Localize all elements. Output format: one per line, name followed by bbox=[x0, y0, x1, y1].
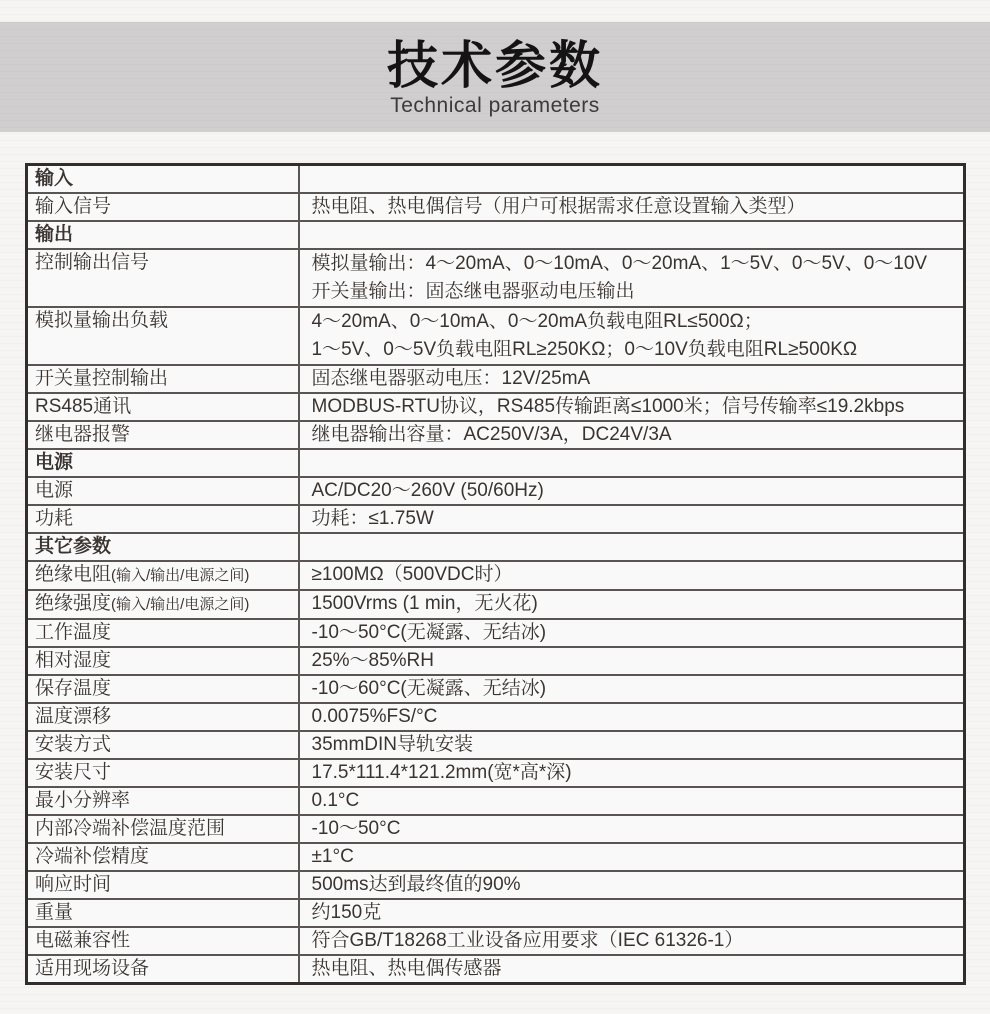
param-label: 响应时间 bbox=[27, 871, 299, 899]
page-title: 技术参数 bbox=[386, 37, 603, 94]
param-value: 500ms达到最终值的90% bbox=[299, 871, 965, 899]
param-label: 电源 bbox=[27, 477, 299, 505]
param-label: 保存温度 bbox=[27, 675, 299, 703]
param-label: 继电器报警 bbox=[27, 421, 299, 449]
table-row bbox=[27, 393, 965, 421]
param-value: 1500Vrms (1 min，无火花) bbox=[299, 590, 965, 619]
param-value: ±1°C bbox=[299, 843, 965, 871]
page-subtitle: Technical parameters bbox=[390, 94, 600, 117]
param-value: 0.0075%FS/°C bbox=[299, 703, 965, 731]
param-label: 电磁兼容性 bbox=[27, 927, 299, 955]
table-row bbox=[27, 675, 965, 703]
param-label: 内部冷端补偿温度范围 bbox=[27, 815, 299, 843]
param-value: ≥100MΩ（500VDC时） bbox=[299, 561, 965, 590]
param-value: -10～50°C(无凝露、无结冰) bbox=[299, 619, 965, 647]
param-value-line: 1～5V、0～5V负载电阻RL≥250KΩ；0～10V负载电阻RL≥500KΩ bbox=[311, 339, 858, 360]
table-row bbox=[27, 843, 965, 871]
param-label: 模拟量输出负载 bbox=[27, 307, 299, 365]
param-value: 符合GB/T18268工业设备应用要求（IEC 61326-1） bbox=[299, 927, 965, 955]
param-label: 工作温度 bbox=[27, 619, 299, 647]
param-label: 安装方式 bbox=[27, 731, 299, 759]
header-banner bbox=[0, 22, 990, 132]
param-value bbox=[299, 307, 965, 365]
param-value: -10～60°C(无凝露、无结冰) bbox=[299, 675, 965, 703]
table-row bbox=[27, 787, 965, 815]
param-label-sub: (输入/输出/电源之间) bbox=[111, 567, 250, 584]
table-row bbox=[27, 365, 965, 393]
table-row bbox=[27, 619, 965, 647]
table-row bbox=[27, 561, 965, 590]
table-row bbox=[27, 647, 965, 675]
table-row bbox=[27, 927, 965, 955]
param-value: 25%～85%RH bbox=[299, 647, 965, 675]
param-value: -10～50°C bbox=[299, 815, 965, 843]
param-label: 温度漂移 bbox=[27, 703, 299, 731]
param-label: 适用现场设备 bbox=[27, 955, 299, 984]
param-value: 约150克 bbox=[299, 899, 965, 927]
param-value: 热电阻、热电偶信号（用户可根据需求任意设置输入类型） bbox=[299, 193, 965, 221]
param-label: 安装尺寸 bbox=[27, 759, 299, 787]
table-row bbox=[27, 249, 965, 307]
param-label: 输入信号 bbox=[27, 193, 299, 221]
table-row bbox=[27, 307, 965, 365]
table-row bbox=[27, 731, 965, 759]
param-label-sub: (输入/输出/电源之间) bbox=[111, 596, 250, 613]
table-row bbox=[27, 590, 965, 619]
table-row bbox=[27, 815, 965, 843]
param-value-line: 4～20mA、0～10mA、0～20mA负载电阻RL≤500Ω； bbox=[311, 311, 763, 332]
param-value: 0.1°C bbox=[299, 787, 965, 815]
section-label: 电源 bbox=[27, 449, 299, 477]
table-row-section bbox=[27, 221, 965, 249]
param-label: 开关量控制输出 bbox=[27, 365, 299, 393]
param-label: RS485通讯 bbox=[27, 393, 299, 421]
table-row bbox=[27, 759, 965, 787]
spec-table bbox=[25, 163, 966, 985]
param-label: 绝缘强度(输入/输出/电源之间) bbox=[27, 590, 299, 619]
param-label: 绝缘电阻(输入/输出/电源之间) bbox=[27, 561, 299, 590]
table-row-section bbox=[27, 449, 965, 477]
param-value bbox=[299, 221, 965, 249]
param-value: 继电器输出容量：AC250V/3A，DC24V/3A bbox=[299, 421, 965, 449]
param-value bbox=[299, 449, 965, 477]
param-value: 17.5*111.4*121.2mm(宽*高*深) bbox=[299, 759, 965, 787]
param-label: 重量 bbox=[27, 899, 299, 927]
param-label: 相对湿度 bbox=[27, 647, 299, 675]
param-value-line: 模拟量输出：4～20mA、0～10mA、0～20mA、1～5V、0～5V、0～10V bbox=[311, 253, 928, 274]
param-value: 功耗：≤1.75W bbox=[299, 505, 965, 533]
param-label: 功耗 bbox=[27, 505, 299, 533]
table-row bbox=[27, 703, 965, 731]
param-label: 控制输出信号 bbox=[27, 249, 299, 307]
param-value bbox=[299, 533, 965, 561]
param-value: 35mmDIN导轨安装 bbox=[299, 731, 965, 759]
param-value: 固态继电器驱动电压：12V/25mA bbox=[299, 365, 965, 393]
table-row bbox=[27, 193, 965, 221]
param-label: 最小分辨率 bbox=[27, 787, 299, 815]
param-value bbox=[299, 165, 965, 194]
param-value: 热电阻、热电偶传感器 bbox=[299, 955, 965, 984]
param-label: 冷端补偿精度 bbox=[27, 843, 299, 871]
table-row bbox=[27, 421, 965, 449]
param-value bbox=[299, 249, 965, 307]
table-row-section bbox=[27, 533, 965, 561]
section-label: 输入 bbox=[27, 165, 299, 194]
section-label: 其它参数 bbox=[27, 533, 299, 561]
section-label: 输出 bbox=[27, 221, 299, 249]
table-row bbox=[27, 505, 965, 533]
param-value-line: 开关量输出：固态继电器驱动电压输出 bbox=[311, 281, 635, 302]
param-value: MODBUS-RTU协议，RS485传输距离≤1000米；信号传输率≤19.2kbps bbox=[299, 393, 965, 421]
table-row bbox=[27, 477, 965, 505]
table-row bbox=[27, 899, 965, 927]
table-row bbox=[27, 871, 965, 899]
param-value: AC/DC20～260V (50/60Hz) bbox=[299, 477, 965, 505]
table-row bbox=[27, 955, 965, 984]
table-row-section bbox=[27, 165, 965, 194]
